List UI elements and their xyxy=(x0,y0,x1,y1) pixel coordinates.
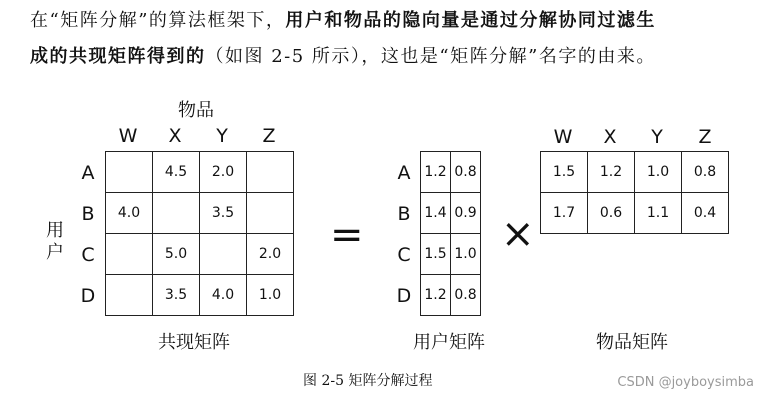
user-matrix xyxy=(420,151,481,316)
paragraph-line-1-bold: 用户和物品的隐向量是通过分解协同过滤生 xyxy=(285,10,656,31)
matrix-cell: 3.5 xyxy=(153,275,200,316)
cooc-row-label: D xyxy=(80,285,96,307)
cooc-row-label: A xyxy=(81,162,95,184)
matrix-cell: 2.0 xyxy=(200,152,247,193)
figure-caption: 图 2-5 矩阵分解过程 xyxy=(303,373,433,389)
matrix-cell: 2.0 xyxy=(247,234,294,275)
matrix-cell: 0.4 xyxy=(682,193,729,234)
cooccurrence-matrix-caption: 共现矩阵 xyxy=(158,332,230,353)
matrix-cell xyxy=(106,275,153,316)
matrix-cell xyxy=(200,234,247,275)
matrix-cell xyxy=(247,193,294,234)
matrix-cell xyxy=(153,193,200,234)
matrix-cell: 4.0 xyxy=(200,275,247,316)
matrix-cell: 4.5 xyxy=(153,152,200,193)
item-col-header: Y xyxy=(651,126,663,148)
csdn-watermark: CSDN @joyboysimba xyxy=(617,375,754,390)
matrix-cell: 3.5 xyxy=(200,193,247,234)
item-col-header: Z xyxy=(698,126,712,148)
item-col-header: W xyxy=(553,126,573,148)
matrix-cell: 0.6 xyxy=(588,193,635,234)
matrix-cell: 1.1 xyxy=(635,193,682,234)
matrix-cell: 1.5 xyxy=(421,234,451,275)
cooc-row-label: C xyxy=(81,244,95,266)
matrix-cell xyxy=(106,152,153,193)
matrix-cell: 1.2 xyxy=(421,152,451,193)
paragraph-line-2-normal: （如图 2-5 所示），这也是“矩阵分解”名字的由来。 xyxy=(205,46,656,67)
times-symbol: × xyxy=(501,211,535,257)
user-row-label: A xyxy=(397,162,411,184)
cooc-col-header: X xyxy=(168,125,182,147)
paragraph-line-1 xyxy=(30,6,656,32)
matrix-cell: 1.2 xyxy=(588,152,635,193)
matrix-cell: 1.7 xyxy=(541,193,588,234)
users-axis-label-2: 户 xyxy=(46,242,64,263)
user-row-label: D xyxy=(396,285,412,307)
item-col-header: X xyxy=(603,126,617,148)
paragraph-line-2 xyxy=(30,42,656,68)
users-axis-label-1: 用 xyxy=(46,220,64,241)
matrix-cell: 1.2 xyxy=(421,275,451,316)
cooc-col-header: Y xyxy=(216,125,228,147)
matrix-cell: 1.4 xyxy=(421,193,451,234)
cooc-row-label: B xyxy=(81,203,95,225)
user-row-label: C xyxy=(397,244,411,266)
user-row-label: B xyxy=(397,203,411,225)
cooc-col-header: Z xyxy=(262,125,276,147)
paragraph-line-2-bold: 成的共现矩阵得到的 xyxy=(30,46,206,67)
matrix-cell: 0.8 xyxy=(451,152,481,193)
matrix-cell: 0.8 xyxy=(682,152,729,193)
matrix-cell: 1.0 xyxy=(247,275,294,316)
item-matrix-caption: 物品矩阵 xyxy=(596,332,668,353)
matrix-cell: 0.9 xyxy=(451,193,481,234)
matrix-cell: 4.0 xyxy=(106,193,153,234)
matrix-cell xyxy=(247,152,294,193)
matrix-cell: 5.0 xyxy=(153,234,200,275)
matrix-cell: 1.0 xyxy=(635,152,682,193)
items-axis-label: 物品 xyxy=(178,100,214,121)
equals-symbol: = xyxy=(330,212,364,258)
matrix-cell: 0.8 xyxy=(451,275,481,316)
cooc-col-header: W xyxy=(118,125,138,147)
matrix-cell xyxy=(106,234,153,275)
matrix-cell: 1.5 xyxy=(541,152,588,193)
item-matrix xyxy=(540,151,729,234)
cooccurrence-matrix xyxy=(105,151,294,316)
matrix-cell: 1.0 xyxy=(451,234,481,275)
user-matrix-caption: 用户矩阵 xyxy=(413,332,485,353)
paragraph-line-1-normal: 在“矩阵分解”的算法框架下， xyxy=(30,10,286,31)
